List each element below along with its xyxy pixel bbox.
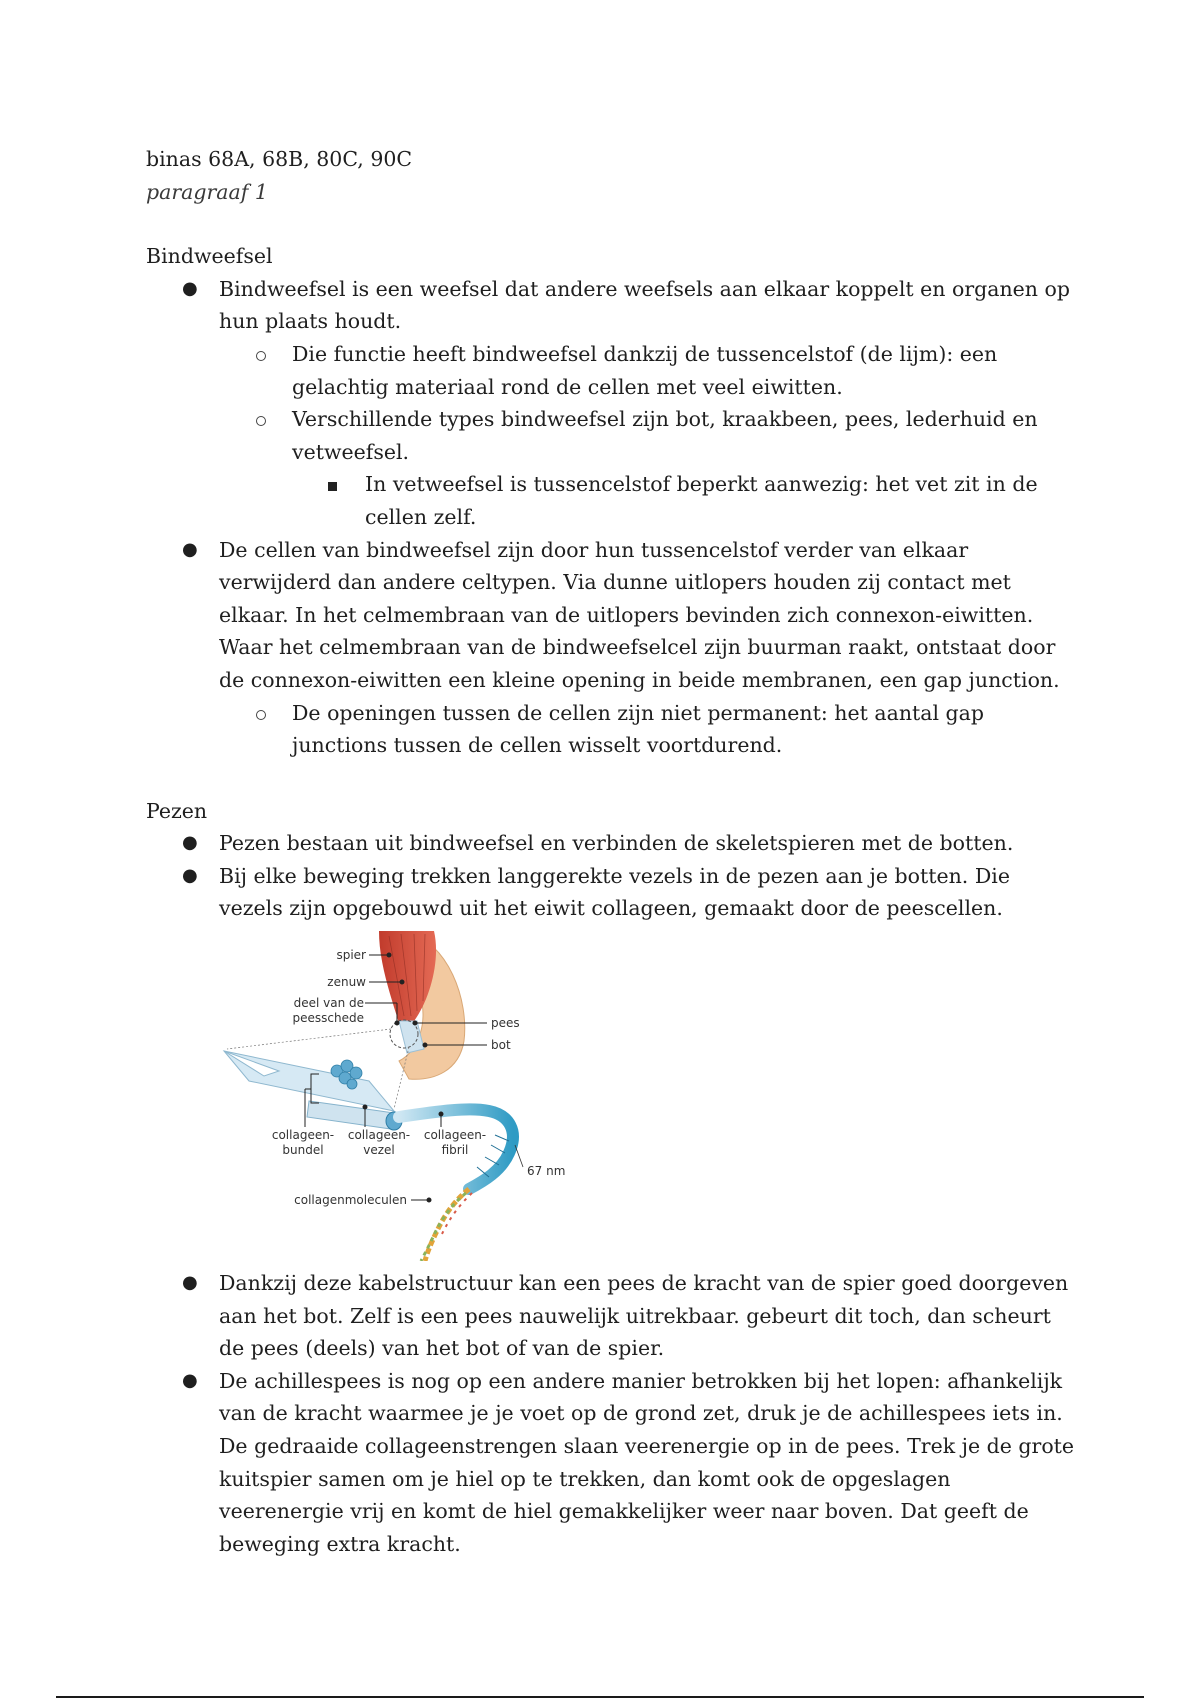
list-item-text: De achillespees is nog op een andere manier betrokken bij het lopen: afhankelijk van de kracht waarmee je je voet op de grond zet, druk je de achillespees iets in. De gedraaide collageenstrengen slaan veerenergie op in de pees. Trek je de grote kuitspier samen om je hiel op te trekken, dan komt ook de opgeslagen veerenergie vrij en komt de hiel gemakkelijker weer naar boven. Dat geeft de beweging extra kracht. xyxy=(219,1368,1075,1556)
list-item-text: De openingen tussen de cellen zijn niet permanent: het aantal gap junctions tussen de cellen wisselt voortdurend. xyxy=(292,700,985,758)
label-peesschede-2: peesschede xyxy=(292,1011,364,1026)
list-item-text: Die functie heeft bindweefsel dankzij de tussencelstof (de lijm): een gelachtig materiaal rond de cellen met veel eiwitten. xyxy=(292,341,998,399)
list-item-text: Bindweefsel is een weefsel dat andere weefsels aan elkaar koppelt en organen op hun plaats houdt. xyxy=(219,276,1070,334)
label-bot: bot xyxy=(491,1038,511,1053)
bullet-icon: ● xyxy=(182,1369,198,1391)
bullet-icon: ● xyxy=(182,1272,198,1294)
circle-bullet-icon xyxy=(256,697,266,730)
tendon-diagram xyxy=(219,931,579,1261)
bindweefsel-sublist xyxy=(146,338,1076,468)
list-item xyxy=(146,1365,1076,1561)
list-item-text: Verschillende types bindweefsel zijn bot, kraakbeen, pees, lederhuid en vetweefsel. xyxy=(292,407,1038,464)
pezen-list xyxy=(146,827,1076,925)
square-bullet-icon xyxy=(328,468,337,501)
bullet-icon: ● xyxy=(182,277,198,299)
list-item xyxy=(146,534,1076,697)
bullet-icon: ● xyxy=(182,832,198,854)
paragraph-label: paragraaf 1 xyxy=(146,179,268,204)
circle-bullet-icon xyxy=(256,338,266,371)
bullet-icon: ● xyxy=(182,864,198,886)
label-zenuw: zenuw xyxy=(327,975,366,990)
label-vezel-1: collageen- xyxy=(347,1128,411,1143)
label-scale: 67 nm xyxy=(527,1164,566,1179)
list-item-text: De cellen van bindweefsel zijn door hun tussencelstof verder van elkaar verwijderd dan andere celtypen. Via dunne uitlopers houden zij contact met elkaar. In het celmembraan van de uitlopers bevinden zich connexon-eiwitten. Waar het celmembraan van de bindweefselcel zijn buurman raakt, ontstaat door de connexon-eiwitten een kleine opening in beide membranen, een gap junction. xyxy=(219,537,1060,692)
list-item xyxy=(146,403,1076,468)
bindweefsel-list-2 xyxy=(146,534,1076,697)
label-spier: spier xyxy=(336,948,366,963)
bullet-icon: ● xyxy=(182,538,198,560)
label-vezel-2: vezel xyxy=(363,1143,395,1158)
bindweefsel-sublist-2 xyxy=(146,697,1076,762)
label-moleculen: collagenmoleculen xyxy=(294,1193,407,1208)
tendon-structure-figure xyxy=(219,931,579,1261)
label-peesschede-1: deel van de xyxy=(293,996,364,1011)
label-bundel-1: collageen- xyxy=(271,1128,335,1143)
bindweefsel-subsublist xyxy=(146,468,1076,533)
page-bottom-rule xyxy=(56,1696,1144,1698)
section-heading-bindweefsel: Bindweefsel xyxy=(146,244,273,269)
label-fibril-1: collageen- xyxy=(423,1128,487,1143)
tendon-shape xyxy=(399,1021,424,1053)
label-bundel-2: bundel xyxy=(282,1143,324,1158)
list-item-text: In vetweefsel is tussencelstof beperkt aanwezig: het vet zit in de cellen zelf. xyxy=(365,472,1038,529)
list-item xyxy=(146,697,1076,762)
list-item xyxy=(146,827,1076,860)
list-item xyxy=(146,338,1076,403)
binas-reference: binas 68A, 68B, 80C, 90C xyxy=(146,147,413,171)
label-fibril-2: fibril xyxy=(441,1143,469,1158)
list-item-text: Dankzij deze kabelstructuur kan een pees de kracht van de spier goed doorgeven aan het bot. Zelf is een pees nauwelijk uitrekbaar. gebeurt dit toch, dan scheurt de pees (deels) van het bot of van de spier. xyxy=(219,1271,1069,1361)
list-item-text: Bij elke beweging trekken langgerekte vezels in de pezen aan je botten. Die vezels zijn opgebouwd uit het eiwit collageen, gemaakt door de peescellen. xyxy=(219,863,1010,921)
document-page xyxy=(146,143,1076,1560)
section-heading-pezen: Pezen xyxy=(146,798,208,823)
list-item xyxy=(146,468,1076,533)
circle-bullet-icon xyxy=(256,403,266,436)
list-item xyxy=(146,860,1076,925)
list-item xyxy=(146,273,1076,338)
list-item-text: Pezen bestaan uit bindweefsel en verbinden de skeletspieren met de botten. xyxy=(219,831,1014,856)
list-item xyxy=(146,1267,1076,1365)
label-pees: pees xyxy=(491,1016,520,1031)
pezen-list-2 xyxy=(146,1267,1076,1560)
bindweefsel-list xyxy=(146,273,1076,338)
